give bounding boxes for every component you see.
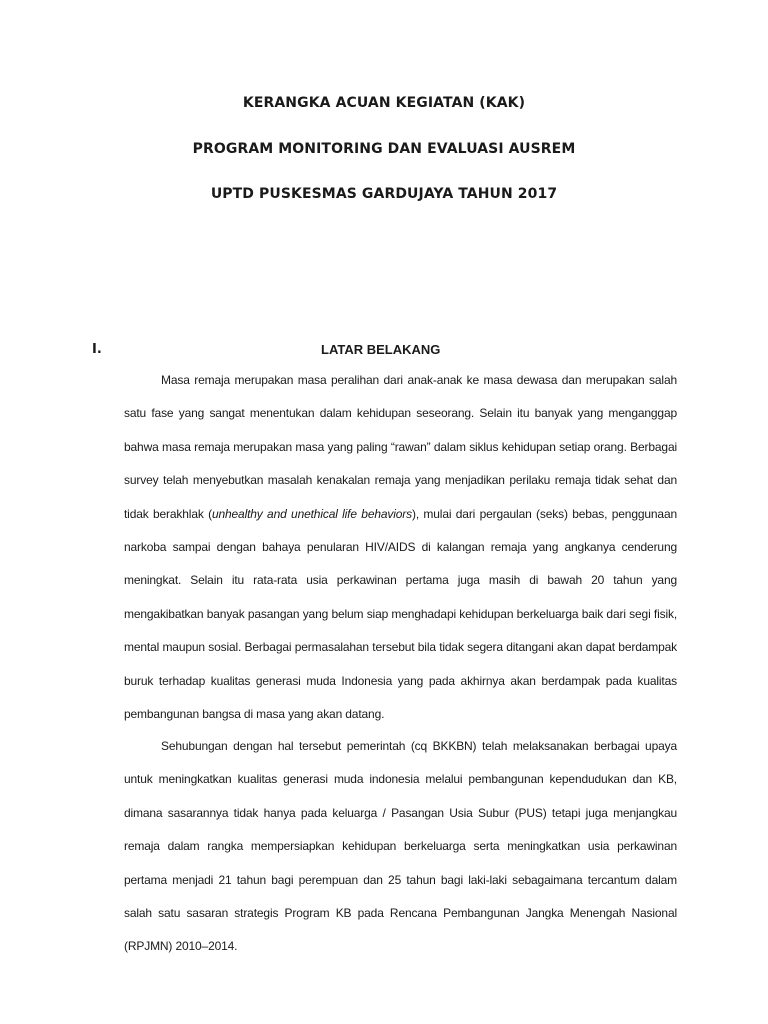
section-heading: LATAR BELAKANG — [321, 342, 441, 357]
institution-year-title: UPTD PUSKESMAS GARDUJAYA TAHUN 2017 — [210, 186, 558, 202]
paragraph-text: ), mulai dari pergaulan (seks) bebas, penggunaan narkoba sampai dengan bahaya penularan HIV/AIDS di kalangan remaja yang angkanya cenderung meningkat. Selain itu rata-rata usia perkawinan pertama juga masih di bawah 20 tahun yang mengakibatkan banyak pasangan yang belum siap menghadapi kehidupan berkeluarga baik dari segi fisik, mental maupun sosial. Berbagai permasalahan tersebut bila tidak segera ditangani akan dapat berdampak buruk terhadap kualitas generasi muda Indonesia yang pada akhirnya akan berdampak pada kualitas pembangunan bangsa di masa yang akan datang. — [124, 506, 677, 722]
section-number: I. — [92, 342, 102, 357]
paragraph-background-1 — [124, 364, 677, 731]
program-title: PROGRAM MONITORING DAN EVALUASI AUSREM — [192, 141, 576, 157]
paragraph-background-2: Sehubungan dengan hal tersebut pemerintah (cq BKKBN) telah melaksanakan berbagai upaya untuk meningkatkan kualitas generasi muda indonesia melalui pembangunan kependudukan dan KB, dimana sasarannya tidak hanya pada keluarga / Pasangan Usia Subur (PUS) tetapi juga menjangkau remaja dalam rangka mempersiapkan kehidupan berkeluarga serta meningkatkan usia perkawinan pertama menjadi 21 tahun bagi perempuan dan 25 tahun bagi laki-laki sebagaimana tercantum dalam salah satu sasaran strategis Program KB pada Rencana Pembangunan Jangka Menengah Nasional (RPJMN) 2010–2014. — [124, 739, 677, 954]
paragraph-text: Masa remaja merupakan masa peralihan dari anak-anak ke masa dewasa dan merupakan salah satu fase yang sangat menentukan dalam kehidupan seseorang. Selain itu banyak yang menganggap bahwa masa remaja merupakan masa yang paling “rawan” dalam siklus kehidupan setiap orang. Berbagai survey telah menyebutkan masalah kenakalan remaja yang menjadikan perilaku remaja tidak sehat dan tidak berakhlak ( — [124, 373, 677, 521]
italic-phrase: unhealthy and unethical life behaviors — [211, 506, 412, 521]
document-title: KERANGKA ACUAN KEGIATAN (KAK) — [242, 95, 526, 111]
